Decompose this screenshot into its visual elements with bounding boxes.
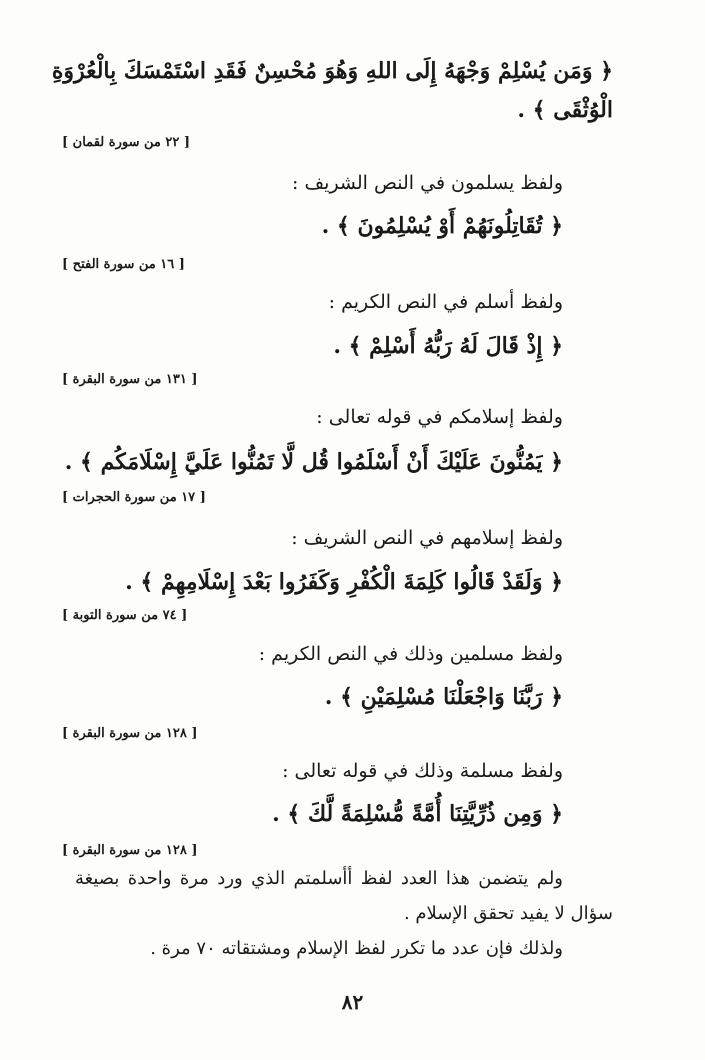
page-number: ٨٢ — [341, 990, 364, 1014]
surah-reference: [ ٢٢ من سورة لقمان ] — [62, 135, 191, 150]
verse-line: ﴿ يَمُنُّونَ عَلَيْكَ أَنْ أَسْلَمُوا قُل لَّا تَمُنُّوا عَلَيَّ إِسْلَامَكُم ﴾ . — [64, 449, 563, 475]
final-line: ولذلك فإن عدد ما تكرر لفظ الإسلام ومشتقاته ٧٠ مرة . — [150, 938, 563, 959]
intro-line: ولفظ يسلمون في النص الشريف : — [292, 172, 563, 194]
surah-reference: [ ١٣١ من سورة البقرة ] — [62, 372, 198, 387]
intro-line: ولفظ مسلمة وذلك في قوله تعالى : — [282, 760, 563, 782]
verse-line: ﴿ وَمَن يُسْلِمْ وَجْهَهُ إِلَى اللهِ وَهُوَ مُحْسِنٌ فَقَدِ اسْتَمْسَكَ بِالْعُرْوَةِ — [51, 58, 613, 84]
verse-line: ﴿ رَبَّنَا وَاجْعَلْنَا مُسْلِمَيْنِ ﴾ . — [324, 684, 563, 710]
closing-paragraph-line: سؤال لا يفيد تحقق الإسلام . — [403, 903, 613, 924]
surah-reference: [ ١٦ من سورة الفتح ] — [62, 257, 185, 272]
intro-line: ولفظ إسلامكم في قوله تعالى : — [316, 406, 563, 428]
intro-line: ولفظ أسلم في النص الكريم : — [328, 291, 563, 313]
verse-line: ﴿ إِذْ قَالَ لَهُ رَبُّهُ أَسْلِمْ ﴾ . — [333, 333, 563, 359]
verse-line: ﴿ وَمِن ذُرِّيَّتِنَا أُمَّةً مُّسْلِمَةً لَّكَ ﴾ . — [272, 801, 563, 827]
intro-line: ولفظ إسلامهم في النص الشريف : — [291, 527, 563, 549]
surah-reference: [ ١٧ من سورة الحجرات ] — [62, 490, 206, 505]
verse-line: الْوُثْقَى ﴾ . — [517, 97, 613, 123]
surah-reference: [ ٧٤ من سورة التوبة ] — [62, 608, 188, 623]
verse-line: ﴿ تُقَاتِلُونَهُمْ أَوْ يُسْلِمُونَ ﴾ . — [321, 213, 563, 239]
surah-reference: [ ١٢٨ من سورة البقرة ] — [62, 726, 198, 741]
verse-line: ﴿ وَلَقَدْ قَالُوا كَلِمَةَ الْكُفْرِ وَكَفَرُوا بَعْدَ إِسْلَامِهِمْ ﴾ . — [125, 569, 563, 595]
intro-line: ولفظ مسلمين وذلك في النص الكريم : — [258, 643, 563, 665]
surah-reference: [ ١٢٨ من سورة البقرة ] — [62, 843, 198, 858]
closing-paragraph-line: ولم يتضمن هذا العدد لفظ أأسلمتم الذي ورد مرة واحدة بصيغة — [75, 868, 563, 889]
